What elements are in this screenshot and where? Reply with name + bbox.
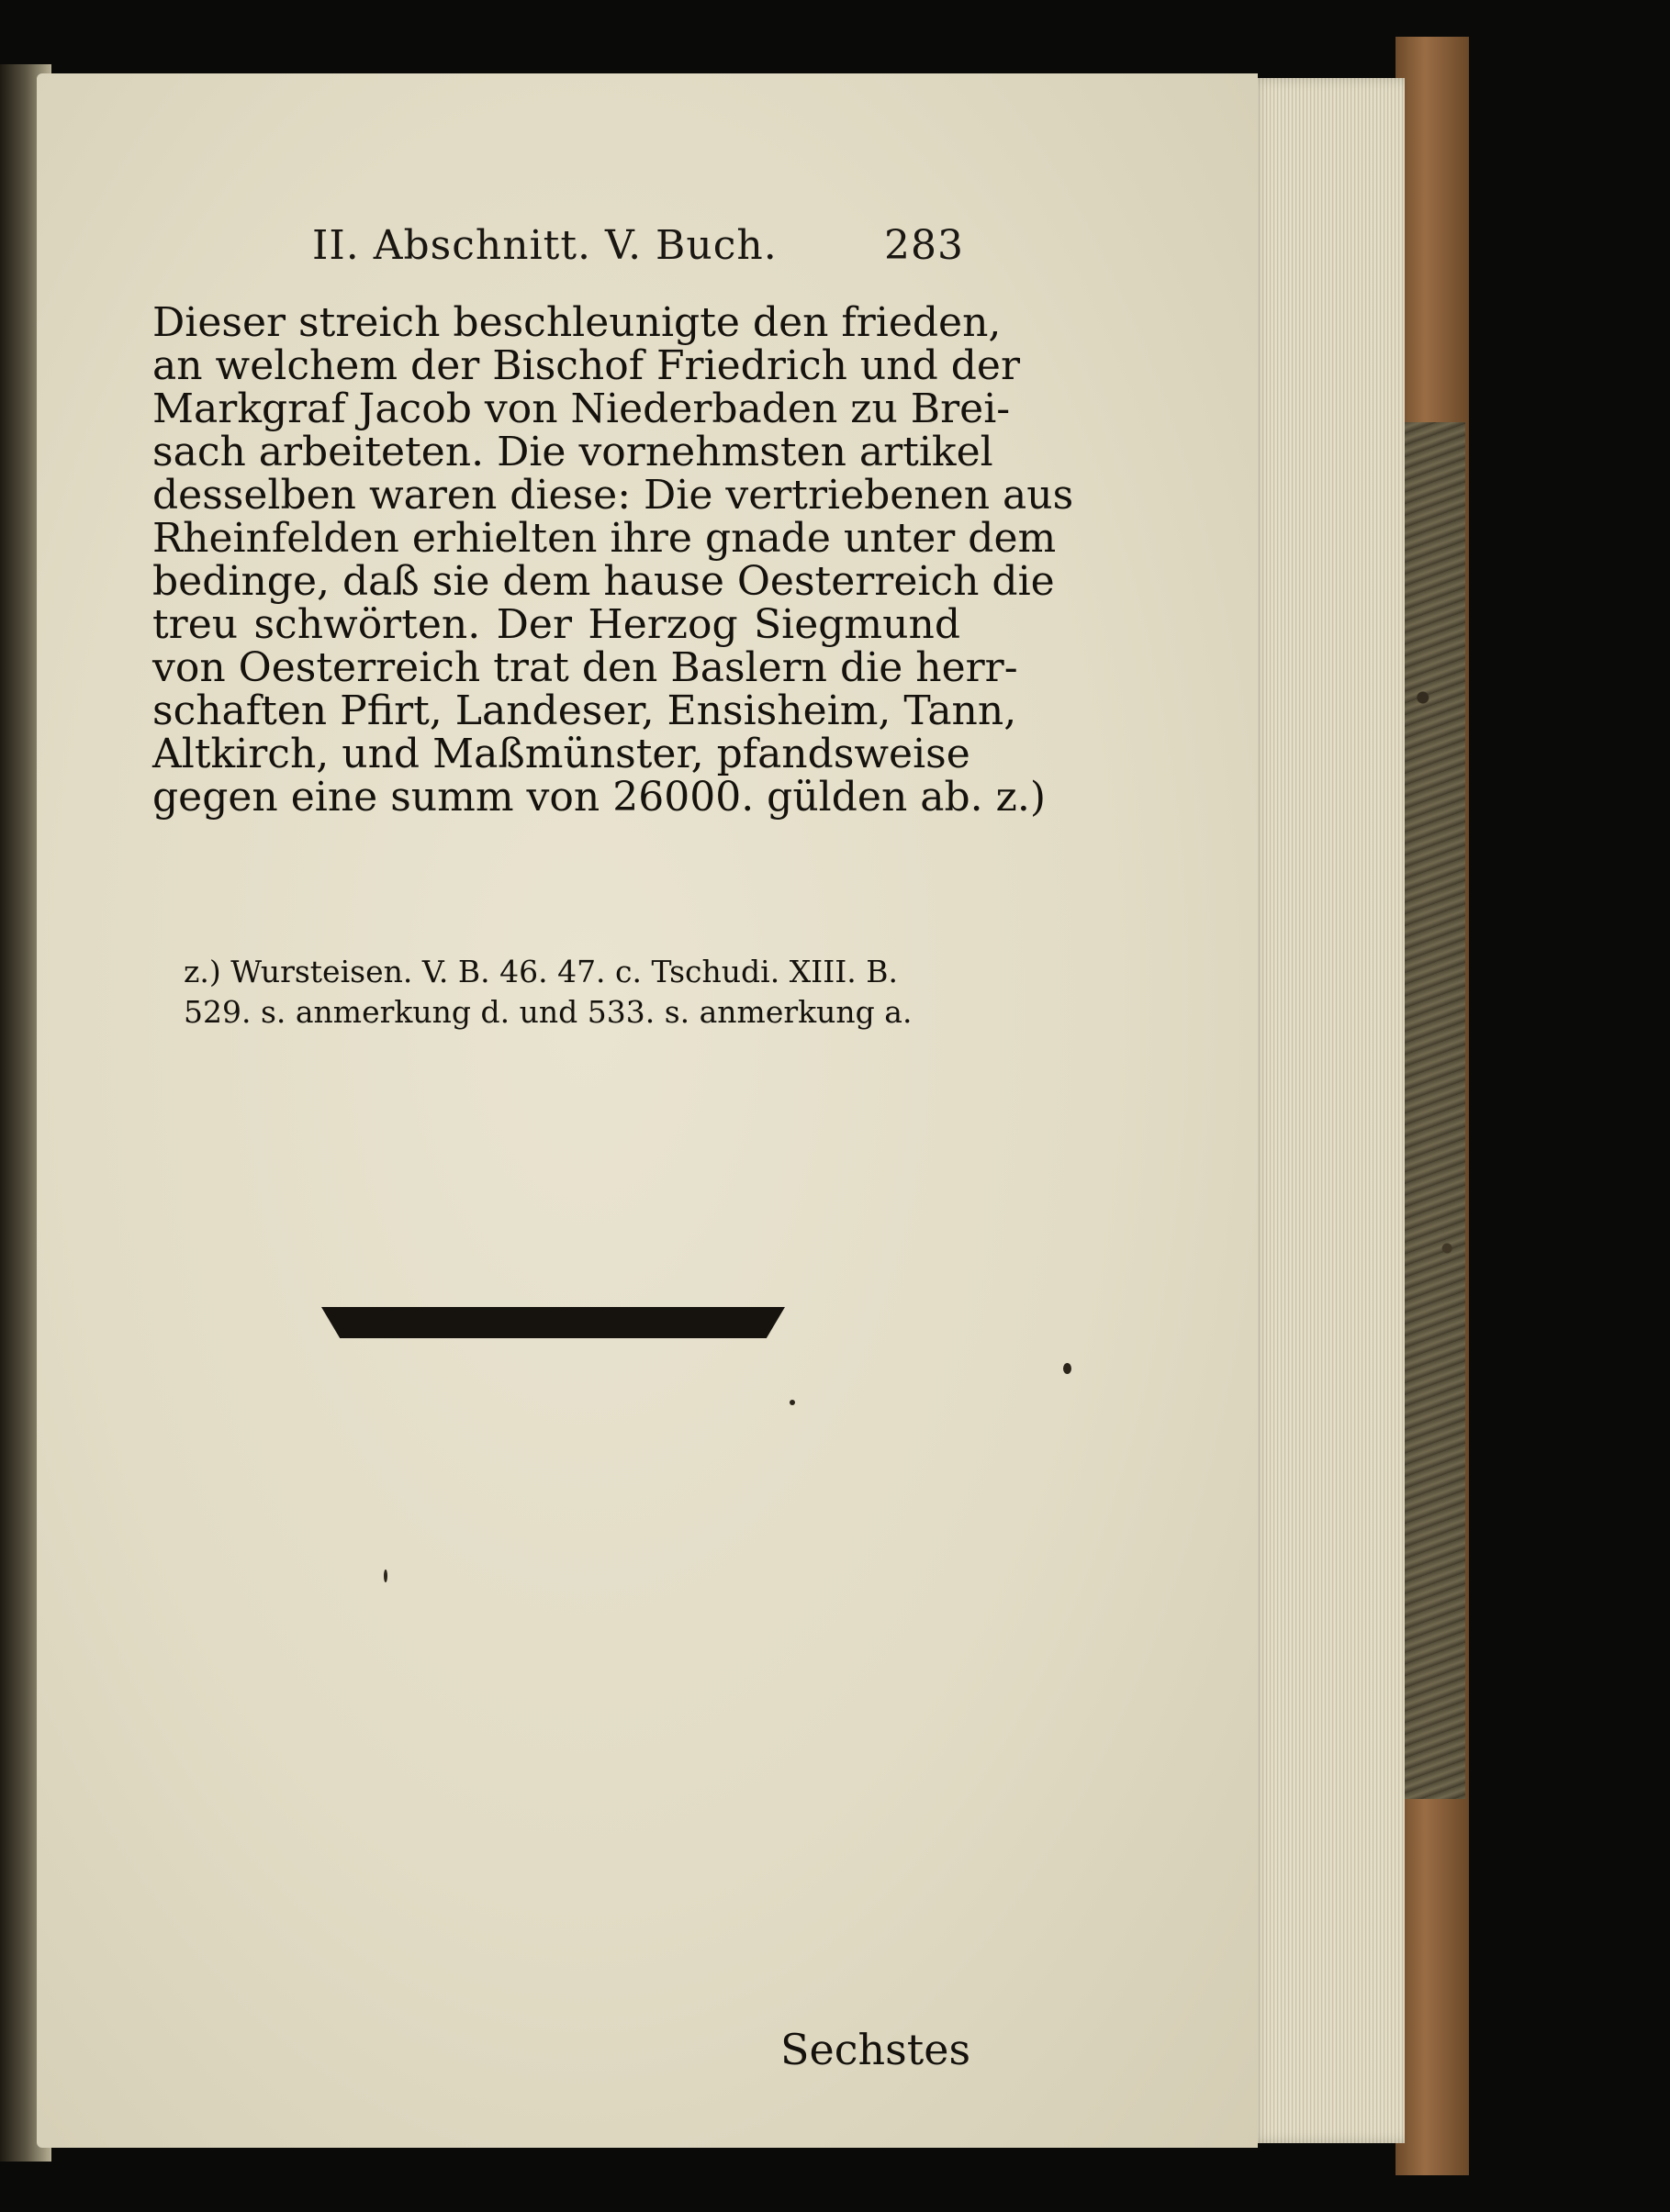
text-line: Dieser streich beschleunigte den frieden, bbox=[152, 299, 1002, 346]
paper-speck bbox=[384, 1570, 387, 1582]
text-line: desselben waren diese: Die vertriebenen aus bbox=[152, 472, 1074, 519]
marbled-cover-pattern bbox=[1405, 422, 1465, 1799]
paper-speck bbox=[790, 1400, 795, 1405]
text-line: treu schwörten. Der Herzog Siegmund bbox=[152, 601, 960, 648]
footnote bbox=[184, 952, 955, 1033]
paper-speck bbox=[1063, 1363, 1071, 1374]
text-line: gegen eine summ von 26000. gülden ab. z.) bbox=[152, 774, 1046, 821]
page-block-fore-edge bbox=[1249, 78, 1405, 2143]
text-line: Markgraf Jacob von Niederbaden zu Brei- bbox=[152, 385, 1011, 432]
page-header bbox=[312, 222, 964, 277]
text-line: schaften Pfirt, Landeser, Ensisheim, Tann, bbox=[152, 687, 1017, 734]
text-line: an welchem der Bischof Friedrich und der bbox=[152, 342, 1020, 389]
footnote-line: 529. s. anmerkung d. und 533. s. anmerkung a. bbox=[184, 994, 913, 1030]
body-paragraph bbox=[152, 299, 1074, 821]
text-line: von Oesterreich trat den Baslern die herr- bbox=[152, 644, 1018, 691]
text-line: Rheinfelden erhielten ihre gnade unter dem bbox=[152, 515, 1057, 562]
page-number: 283 bbox=[884, 222, 964, 269]
catchword: Sechstes bbox=[780, 2025, 971, 2074]
text-line: sach arbeiteten. Die vornehmsten artikel bbox=[152, 429, 993, 475]
text-line: Altkirch, und Maßmünster, pfandsweise bbox=[152, 731, 970, 777]
section-rule bbox=[321, 1307, 785, 1338]
footnote-line: z.) Wursteisen. V. B. 46. 47. c. Tschudi. XIII. B. bbox=[184, 954, 899, 989]
text-line: bedinge, daß sie dem hause Oesterreich die bbox=[152, 558, 1055, 605]
running-head: II. Abschnitt. V. Buch. bbox=[312, 222, 778, 269]
